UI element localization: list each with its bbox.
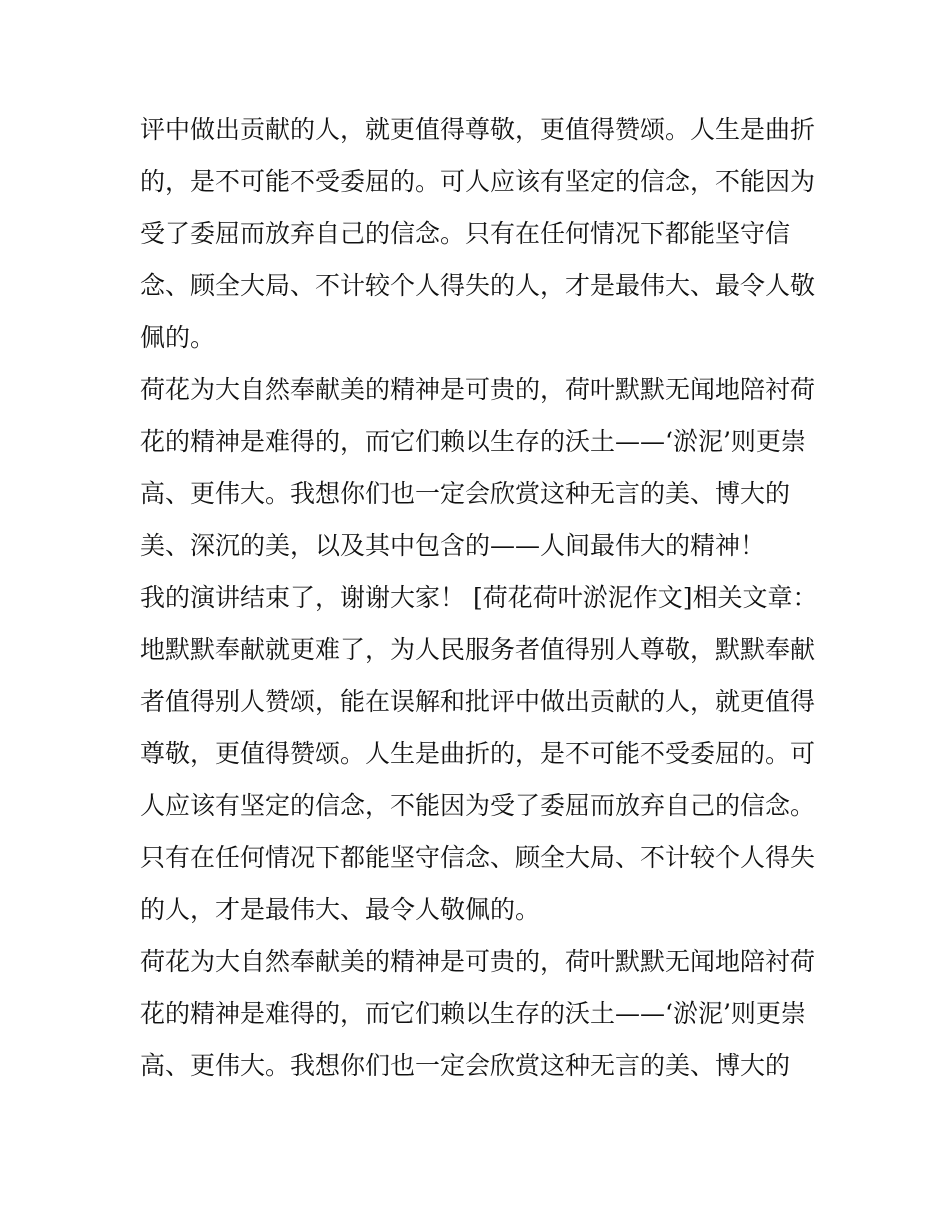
text-line: 人应该有坚定的信念，不能因为受了委屈而放弃自己的信念。 [140,791,816,820]
text-line: 的人，才是最伟大、最令人敬佩的。 [140,895,541,924]
text-line: 受了委屈而放弃自己的信念。只有在任何情况下都能坚守信 [140,219,791,248]
text-line: 高、更伟大。我想你们也一定会欣赏这种无言的美、博大的 [140,479,791,508]
text-line: 只有在任何情况下都能坚守信念、顾全大局、不计较个人得失 [140,843,816,872]
document-body [140,104,820,1092]
text-line: 的，是不可能不受委屈的。可人应该有坚定的信念，不能因为 [140,167,816,196]
text-line: 花的精神是难得的，而它们赖以生存的沃土——‘淤泥’则更崇 [140,999,806,1028]
text-line: 荷花为大自然奉献美的精神是可贵的，荷叶默默无闻地陪衬荷 [140,375,816,404]
text-line: 美、深沉的美，以及其中包含的——人间最伟大的精神！ [140,531,766,560]
text-line: 者值得别人赞颂，能在误解和批评中做出贡献的人，就更值得 [140,687,816,716]
text-line: 荷花为大自然奉献美的精神是可贵的，荷叶默默无闻地陪衬荷 [140,947,816,976]
text-line: 评中做出贡献的人，就更值得尊敬，更值得赞颂。人生是曲折 [140,115,816,144]
text-line: 高、更伟大。我想你们也一定会欣赏这种无言的美、博大的 [140,1051,791,1080]
text-line: 佩的。 [140,323,216,352]
text-line: 地默默奉献就更难了，为人民服务者值得别人尊敬，默默奉献 [140,635,816,664]
text-line: 花的精神是难得的，而它们赖以生存的沃土——‘淤泥’则更崇 [140,427,806,456]
text-line: 念、顾全大局、不计较个人得失的人，才是最伟大、最令人敬 [140,271,816,300]
text-line: 尊敬，更值得赞颂。人生是曲折的，是不可能不受委屈的。可 [140,739,816,768]
text-line: 我的演讲结束了，谢谢大家！ [荷花荷叶淤泥作文]相关文章： [140,583,818,612]
